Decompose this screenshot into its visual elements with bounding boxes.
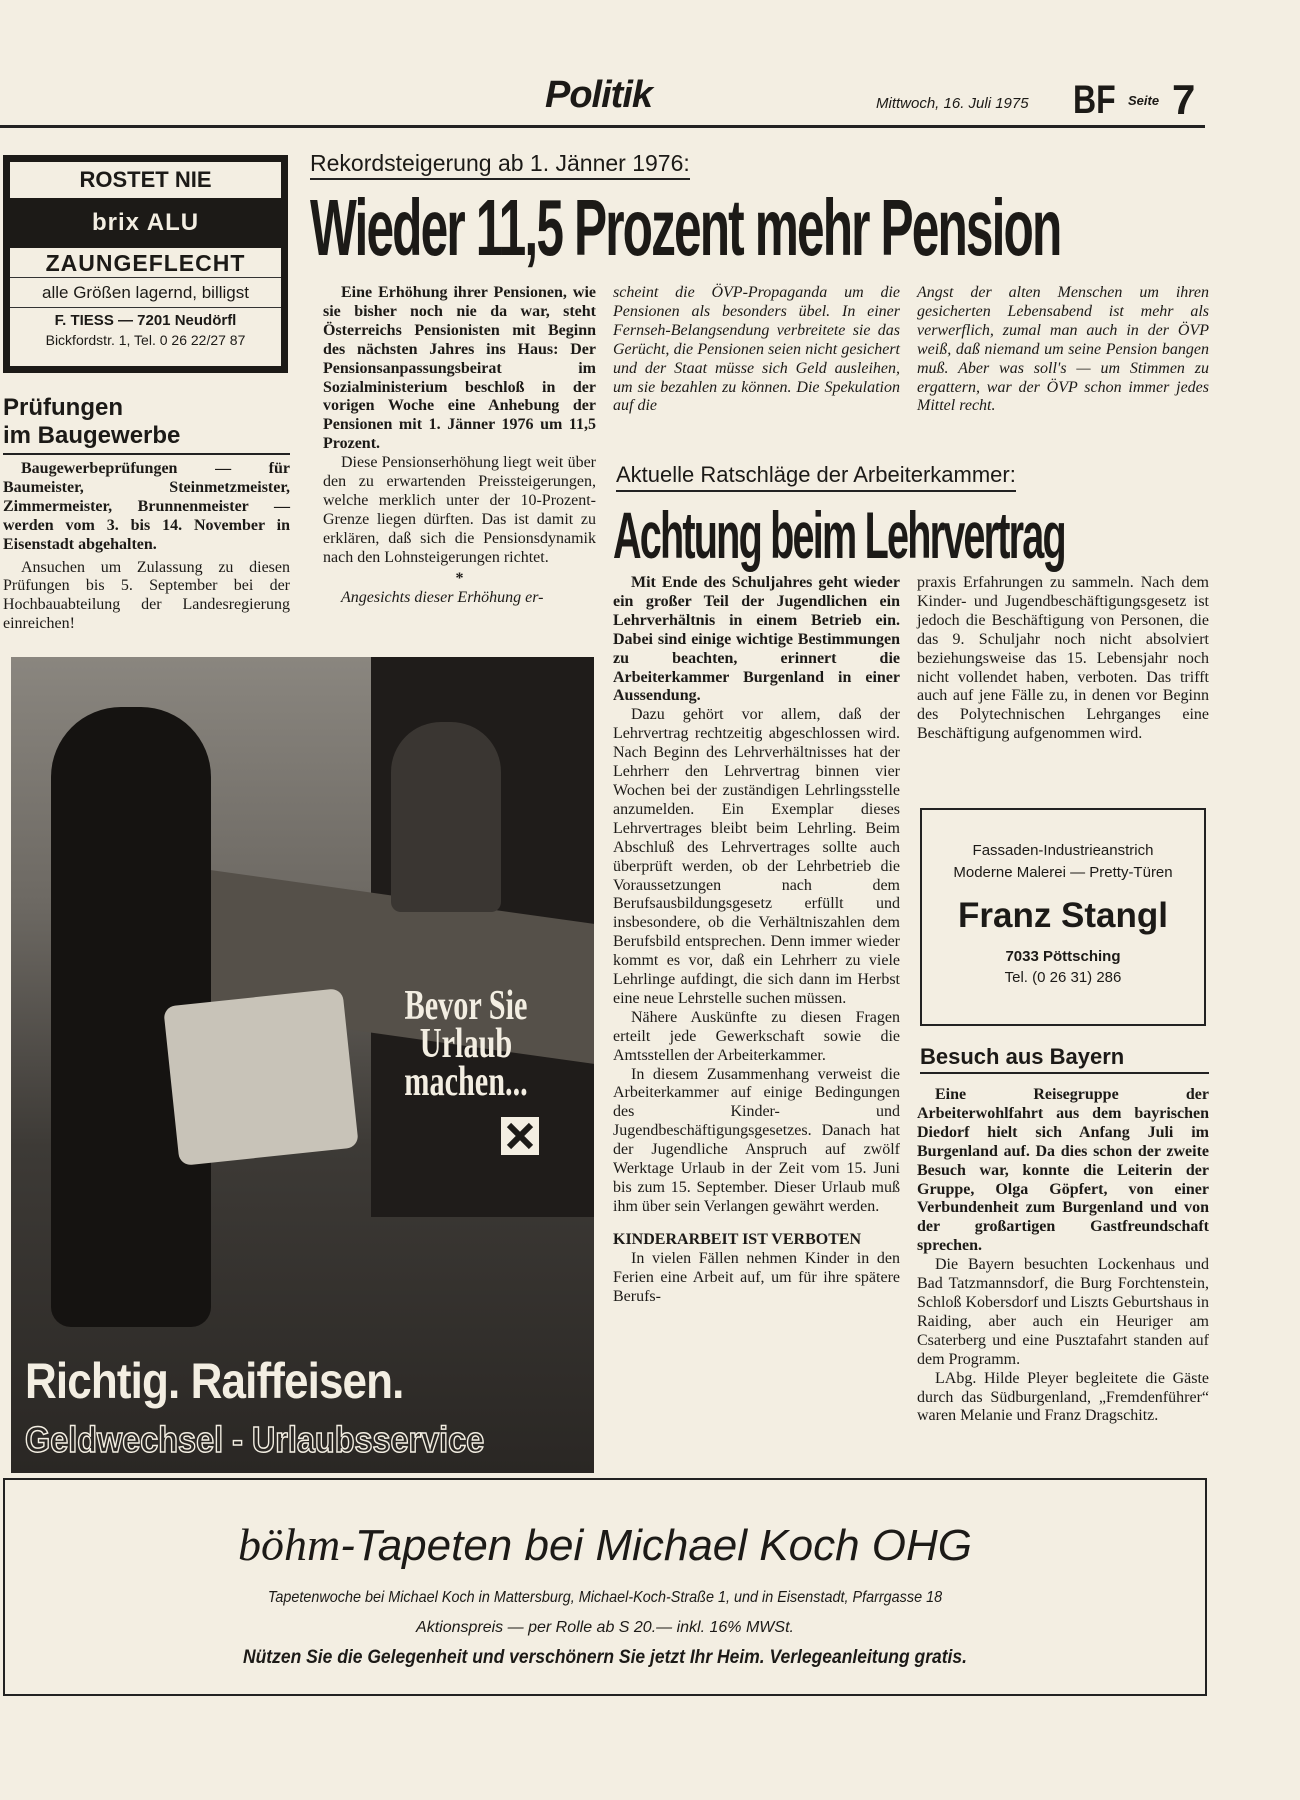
lehrvertrag-kicker: Aktuelle Ratschläge der Arbeiterkammer: (616, 462, 1016, 492)
header-rule (0, 125, 1205, 128)
subheading: KINDERARBEIT IST VERBOTEN (613, 1230, 862, 1248)
paragraph: Eine Reisegruppe der Arbeiterwohlfahrt aus dem bayrischen Diedorf hielt sich Anfang Juli im Burgenland auf. Da dies schon der zweite Besuch war, konnte die Leiterin der Gruppe, Olga Göpfert, von einer Verbundenheit zum Burgenland und von der großartigen Gastfreundschaft sprechen. (917, 1086, 1209, 1255)
ad-raiffeisen-brand: Richtig. Raiffeisen. (25, 1353, 404, 1409)
ad-boehm-line3: Nützen Sie die Gelegenheit und verschönern Sie jetzt Ihr Heim. Verlegeanleitung gratis. (243, 1647, 967, 1668)
lehrvertrag-col2 (917, 574, 1209, 744)
ad-brix-line1: ROSTET NIE (79, 167, 212, 192)
pension-col3 (917, 284, 1209, 416)
page-label: Seite (1128, 93, 1160, 108)
bayern-body (917, 1086, 1209, 1426)
ad-brix-line5: F. TIESS — 7201 Neudörfl (54, 312, 237, 329)
paragraph: Dazu gehört vor allem, daß der Lehrvertrag rechtzeitig abgeschlossen wird. Nach Beginn des Lehrverhältnisses hat der Lehrherr den Lehrvertrag binnen vier Wochen bei der zuständigen Lehrlingsstelle anzumelden. Ein Exemplar dieses Lehrvertrages bleibt beim Lehrling. Beim Abschluß des Lehrvertrages sollte auch überprüft werden, ob der Lehrbetrieb die Voraussetzungen nach dem Berufsausbildungsgesetz erfüllt und insbesondere, ob die Verhältniszahlen dem Berufsbild entsprechen. Denn immer wieder kommt es vor, daß ein Lehrherr zu viele Lehrlinge aufdingt, die sich dann im Herbst eine neue Lehrstelle suchen müssen. (613, 706, 900, 1007)
paragraph: Diese Pensionserhöhung liegt weit über den zu erwartenden Preissteigerungen, welche merklich unter der 10-Prozent-Grenze liegen dürften. Das ist damit zu erklären, daß sich die Pensionsdynamik nach den Lohnsteigerungen richtet. (323, 454, 596, 566)
paragraph: scheint die ÖVP-Propaganda um die Pensionen als besonders übel. In einer Fernseh-Belangsendung verbreitete sie das Gerücht, die Pensionen seien nicht gesichert und der Staat müsse sich Geld ausleihen, um sie bezahlen zu können. Die Spekulation auf die (613, 284, 900, 415)
ad-raiffeisen (11, 657, 594, 1473)
pruefungen-title-line1: Prüfungen (3, 394, 123, 421)
paragraph: LAbg. Hilde Pleyer begleitete die Gäste durch das Südburgenland, „Fremdenführer“ waren Melanie und Franz Dragschitz. (917, 1369, 1209, 1425)
paragraph: Mit Ende des Schuljahres geht wieder ein großer Teil der Jugendlichen ein Lehrverhältnis in einem Betrieb ein. Dabei sind einige wichtige Bestimmungen zu beachten, erinnert die Arbeiterkammer Burgenland in einer Aussendung. (613, 574, 900, 705)
ad-raiffeisen-service: Geldwechsel - Urlaubsservice (25, 1419, 485, 1460)
ad-stangl-line2: Moderne Malerei — Pretty-Türen (953, 864, 1173, 881)
paragraph: Baugewerbeprüfungen — für Baumeister, Steinmetzmeister, Zimmermeister, Brunnenmeister — werden vom 3. bis 14. November in Eisenstadt abgehalten. (3, 460, 290, 553)
ad-photo-clerk (391, 722, 501, 912)
ad-boehm-line1: Tapetenwoche bei Michael Koch in Mattersburg, Michael-Koch-Straße 1, und in Eisenstadt, Pfarrgasse 18 (267, 1589, 943, 1606)
lehrvertrag-headline: Achtung beim Lehrvertrag (613, 498, 1065, 572)
pruefungen-title-line2: im Baugewerbe (3, 422, 181, 449)
ad-stangl-city: 7033 Pöttsching (1005, 948, 1121, 965)
paragraph: Angesichts dieser Erhöhung er- (341, 588, 544, 606)
ad-stangl-name: Franz Stangl (957, 896, 1169, 935)
ad-slogan (394, 983, 538, 1105)
ad-brix-line6: Bickfordstr. 1, Tel. 0 26 22/27 87 (45, 332, 246, 348)
page-number: 7 (1172, 76, 1196, 123)
ad-brix-line2: brix ALU (10, 198, 281, 248)
paragraph: praxis Erfahrungen zu sammeln. Nach dem Kinder- und Jugendbeschäftigungsgesetz ist jedoch die Beschäftigung von Personen, die das 9. Schuljahr noch nicht absolviert beziehungsweise das 15. Lebensjahr noch nicht vollendet haben, verboten. Das trifft auch auf jene Fälle zu, in denen vor Beginn des Polytechnischen Lehrganges eine Beschäftigung aufgenommen wird. (917, 574, 1209, 743)
ad-slogan-line3: machen... (404, 1059, 528, 1105)
pension-col1 (323, 284, 596, 607)
ad-stangl-line1: Fassaden-Industrieanstrich (972, 842, 1154, 859)
ad-brix-line3: ZAUNGEFLECHT (10, 248, 281, 278)
ad-slogan-line1: Bevor Sie (404, 983, 528, 1029)
separator-asterisk: * (455, 569, 464, 587)
issue-date: Mittwoch, 16. Juli 1975 (876, 95, 1029, 112)
ad-stangl (920, 808, 1206, 1026)
ad-boehm-headline: -Tapeten bei Michael Koch OHG (340, 1521, 973, 1570)
paragraph: Die Bayern besuchten Lockenhaus und Bad Tatzmannsdorf, die Burg Forchtenstein, Schloß Kobersdorf und Liszts Geburtshaus in Raiding, aber auch ein Heuriger am Csaterberg und eine Pusztafahrt standen auf dem Programm. (917, 1256, 1209, 1368)
paragraph: Angst der alten Menschen um ihren gesicherten Lebensabend ist mehr als verwerflich, zumal man auch in der ÖVP weiß, daß niemand um seine Pension bangen muß. Aber was soll's — um Stimmen zu ergattern, war der ÖVP schon immer jedes Mittel recht. (917, 284, 1209, 415)
paragraph: Ansuchen um Zulassung zu diesen Prüfungen bis 5. September bei der Hochbauabteilung der Landesregierung einreichen! (3, 558, 290, 633)
ad-boehm (3, 1478, 1207, 1696)
lehrvertrag-col1 (613, 574, 900, 1306)
paragraph: In vielen Fällen nehmen Kinder in den Ferien eine Arbeit auf, um für ihre spätere Berufs- (613, 1249, 900, 1305)
raiffeisen-logo-icon (501, 1117, 539, 1155)
ad-slogan-line2: Urlaub (419, 1021, 513, 1067)
ad-boehm-headline-row (5, 1518, 1205, 1571)
ad-brix-line4: alle Größen lagernd, billigst (10, 278, 281, 308)
section-title: Politik (545, 74, 653, 116)
pension-headline: Wieder 11,5 Prozent mehr Pension (310, 183, 1061, 272)
paper-logo: BF (1073, 78, 1116, 122)
ad-boehm-line2: Aktionspreis — per Rolle ab S 20.— inkl. 16% MWSt. (416, 1619, 794, 1636)
ad-photo-suitcase (163, 988, 359, 1166)
pruefungen-body (3, 460, 290, 634)
bayern-title: Besuch aus Bayern (920, 1044, 1209, 1074)
paragraph: In diesem Zusammenhang verweist die Arbeiterkammer auf einige Bedingungen des Kinder- und Jugendbeschäftigungsgesetzes. Danach hat der Jugendliche Anspruch auf zwölf Werktage Urlaub in der Zeit vom 15. Juni bis zum 15. September. Dieser Urlaub muß ihm über sein Verlangen gewährt werden. (613, 1065, 900, 1215)
pruefungen-title (3, 394, 290, 455)
paragraph: Nähere Auskünfte zu diesen Fragen erteilt jede Gewerkschaft sowie die Amtsstellen der Arbeiterkammer. (613, 1008, 900, 1064)
paragraph: Eine Erhöhung ihrer Pensionen, wie sie bisher noch nie da war, steht Österreichs Pensionisten mit Beginn des nächsten Jahres ins Haus: Der Pensionsanpassungsbeirat im Sozialministerium beschloß in der vorigen Woche eine Anhebung der Pensionen mit 1. Jänner 1976 um 11,5 Prozent. (323, 284, 596, 453)
pension-col2 (613, 284, 900, 416)
ad-stangl-phone: Tel. (0 26 31) 286 (1004, 969, 1122, 986)
ad-boehm-brand: böhm (237, 1519, 341, 1570)
pension-kicker: Rekordsteigerung ab 1. Jänner 1976: (310, 150, 690, 180)
ad-brix (3, 155, 288, 373)
